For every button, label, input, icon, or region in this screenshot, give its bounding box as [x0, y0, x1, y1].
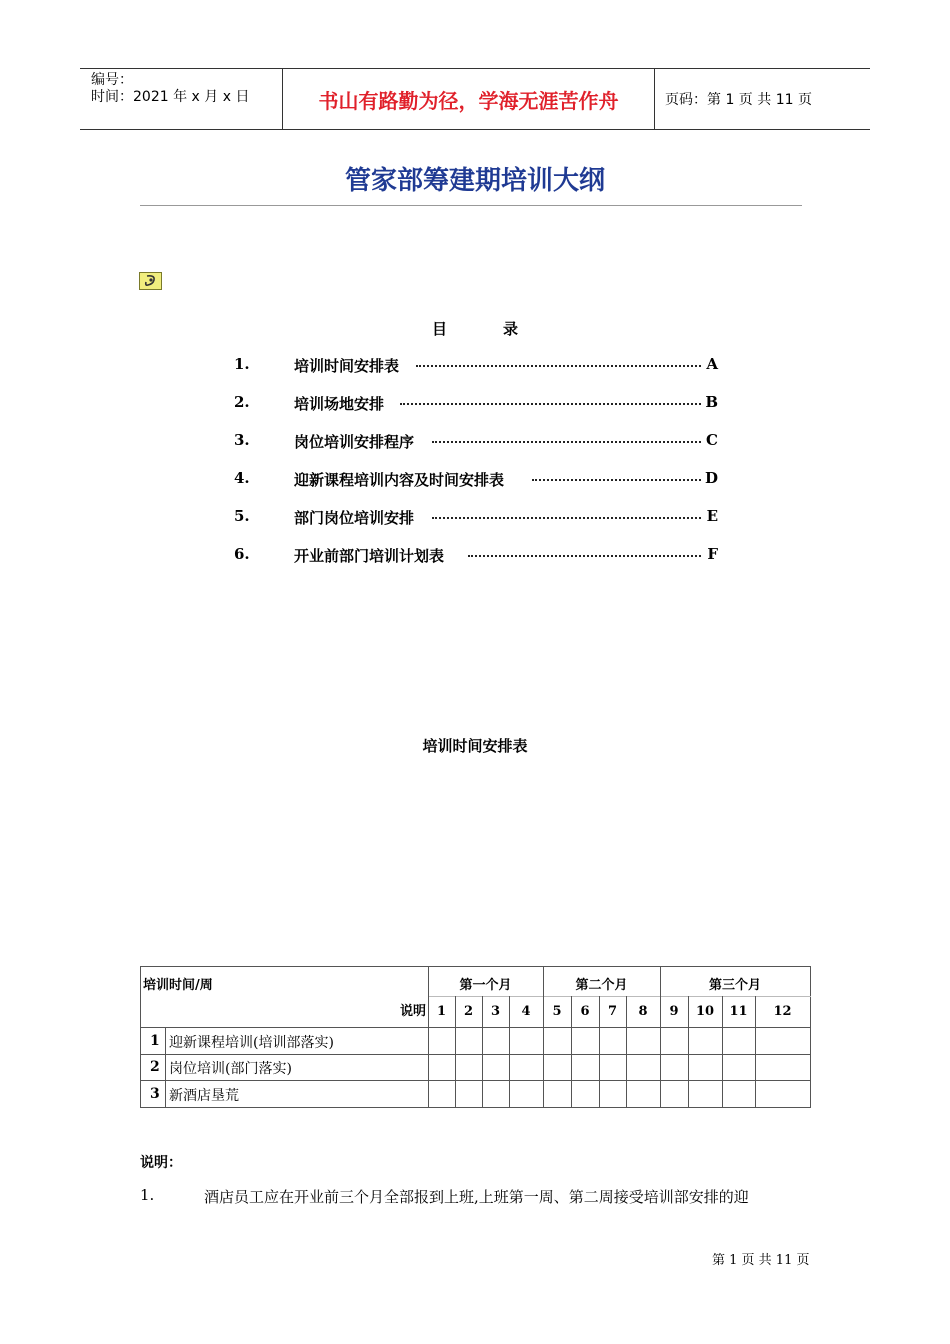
page-footer: 第 1 页 共 11 页	[712, 1253, 810, 1268]
toc-item-label: 开业前部门培训计划表	[294, 547, 445, 565]
toc-leader	[432, 440, 701, 443]
table-grid-line	[165, 1027, 166, 1108]
row-number: 3	[150, 1086, 160, 1102]
toc-item-page: D	[704, 469, 718, 487]
table-grid-line	[140, 1054, 811, 1055]
week-header: 11	[729, 1004, 748, 1019]
toc-item-number: 1.	[234, 355, 250, 373]
month-header: 第一个月	[459, 978, 512, 993]
toc-item[interactable]	[234, 355, 718, 377]
row-number: 2	[150, 1059, 160, 1075]
note-item-number: 1.	[140, 1186, 155, 1204]
embedded-object-icon[interactable]	[139, 272, 162, 290]
toc-item[interactable]	[234, 507, 718, 529]
title-divider	[140, 205, 802, 206]
toc-leader	[532, 478, 701, 481]
table-grid-line	[140, 1027, 811, 1028]
week-header: 3	[490, 1004, 501, 1019]
toc-item-number: 3.	[234, 431, 250, 449]
row-label: 岗位培训(部门落实)	[169, 1061, 292, 1077]
table-border	[810, 966, 811, 1108]
header-meta	[80, 69, 282, 129]
toc-heading-right: 录	[503, 320, 519, 338]
toc-item-number: 4.	[234, 469, 250, 487]
table-grid-line	[428, 996, 811, 997]
toc-item-number: 6.	[234, 545, 250, 563]
week-header: 5	[552, 1004, 562, 1019]
note-item-text: 酒店员工应在开业前三个月全部报到上班,上班第一周、第二周接受培训部安排的迎	[204, 1188, 749, 1206]
toc-item-page: F	[707, 545, 718, 563]
toc-item-number: 5.	[234, 507, 250, 525]
month-header: 第二个月	[575, 978, 628, 993]
toc-item[interactable]	[234, 393, 718, 415]
toc-item-page: E	[706, 507, 718, 525]
document-title: 管家部筹建期培训大纲	[344, 166, 605, 196]
corner-header-top: 培训时间/周	[143, 978, 213, 993]
row-label: 新酒店垦荒	[169, 1088, 239, 1104]
week-header: 10	[695, 1004, 715, 1019]
time-label: 时间：2021 年 x 月 x 日	[91, 89, 250, 105]
schedule-title: 培训时间安排表	[422, 737, 528, 755]
toc-leader	[432, 516, 701, 519]
schedule-table	[140, 966, 811, 1108]
table-border	[140, 1107, 811, 1108]
row-number: 1	[150, 1033, 160, 1049]
week-header: 12	[773, 1004, 792, 1019]
number-label: 编号：	[91, 72, 133, 88]
toc-item[interactable]	[234, 431, 718, 453]
header-motto: 书山有路勤为径，学海无涯苦作舟	[282, 69, 655, 129]
week-header: 2	[463, 1004, 474, 1019]
week-header: 8	[638, 1004, 648, 1019]
toc-item-page: A	[706, 355, 718, 373]
toc-item-label: 培训时间安排表	[294, 357, 400, 375]
toc-leader	[400, 402, 701, 405]
table-grid-line	[140, 1080, 811, 1081]
corner-header-bottom: 说明	[400, 1004, 427, 1019]
toc-item-label: 迎新课程培训内容及时间安排表	[294, 471, 505, 489]
toc-leader	[416, 364, 701, 367]
toc-item-label: 培训场地安排	[294, 395, 385, 413]
month-header: 第三个月	[708, 978, 761, 993]
toc-leader	[468, 554, 701, 557]
toc-item-label: 部门岗位培训安排	[294, 509, 415, 527]
toc-heading-left: 目	[432, 320, 448, 338]
toc-item-page: C	[706, 431, 718, 449]
toc-item-number: 2.	[234, 393, 250, 411]
row-label: 迎新课程培训(培训部落实)	[169, 1035, 334, 1051]
week-header: 4	[521, 1004, 531, 1019]
toc-item[interactable]	[234, 469, 718, 491]
toc-item-page: B	[705, 393, 718, 411]
table-border	[140, 966, 811, 967]
week-header: 7	[607, 1004, 618, 1019]
table-border	[140, 966, 141, 1108]
week-header: 9	[669, 1004, 679, 1019]
header-page-info: 页码：第 1 页 共 11 页	[665, 92, 812, 108]
page-header	[80, 68, 870, 130]
toc-item-label: 岗位培训安排程序	[294, 433, 415, 451]
week-header: 1	[436, 1004, 447, 1019]
week-header: 6	[580, 1004, 590, 1019]
toc-item[interactable]	[234, 545, 718, 567]
notes-heading: 说明：	[140, 1155, 182, 1171]
